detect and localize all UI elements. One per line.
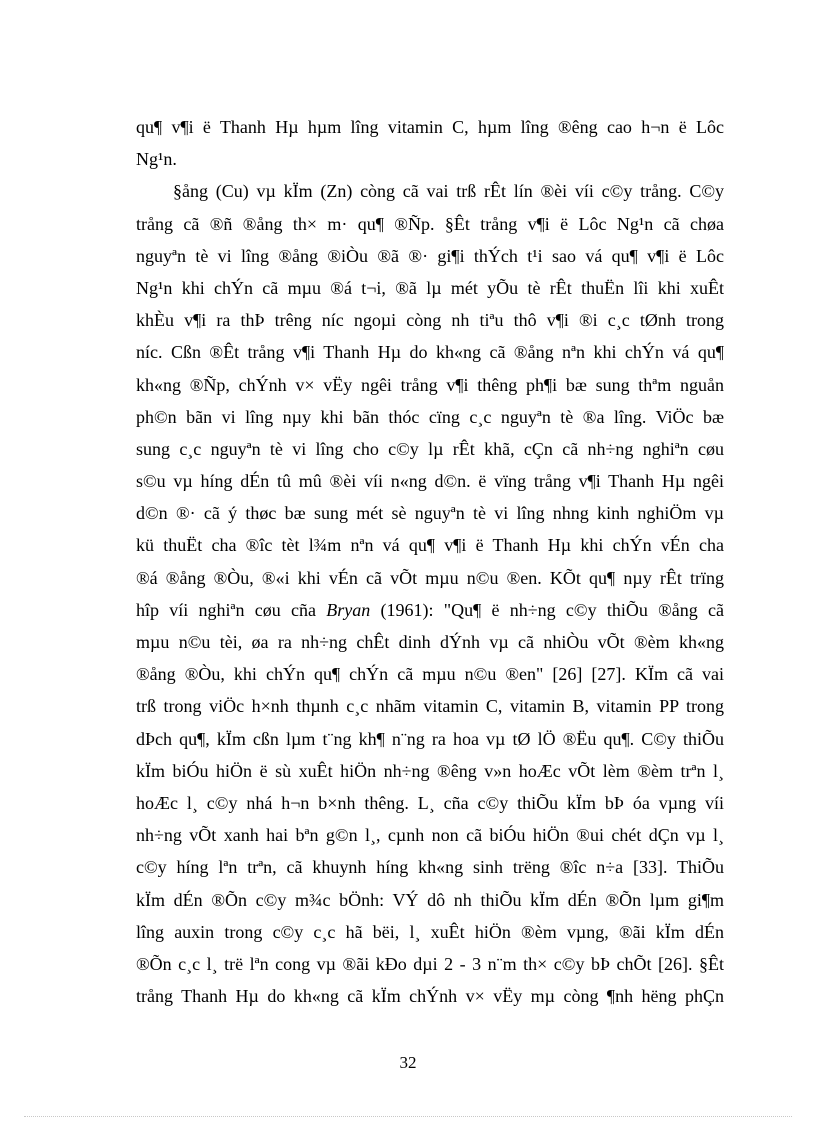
text-line: mµu n©u tèi, øa ra nh÷ng chÊt dinh dÝnh vµ cã nhiÒu vÕt ®èm kh«ng <box>136 632 724 652</box>
text-line: nguyªn tè vi lîng ®ång ®iÒu ®ã ®· gi¶i thÝch t¹i sao vá qu¶ v¶i ë Lôc <box>136 245 724 266</box>
text-line: hîp víi nghiªn cøu cña Bryan (1961): "Qu¶ ë nh÷ng c©y thiÕu ®ång cã <box>136 599 724 620</box>
body-text <box>136 111 724 1012</box>
text-line: khÈu v¶i ra thÞ trêng níc ngoµi còng nh tiªu thô v¶i ®i c¸c tØnh trong <box>136 310 724 331</box>
text-line: d©n ®· cã ý thøc bæ sung mét sè nguyªn tè vi lîng nhng kinh nghiÖm vµ <box>136 503 724 524</box>
text-line: lîng auxin trong c©y c¸c hã bëi, l¸ xuÊt hiÖn ®èm vµng, ®ãi kÏm dÉn <box>136 921 724 942</box>
text-line: Ng¹n. <box>136 149 177 170</box>
text-line: sung c¸c nguyªn tè vi lîng cho c©y lµ rÊt khã, cÇn cã nh÷ng nghiªn cøu <box>136 438 724 459</box>
text-line: nh÷ng vÕt xanh hai bªn g©n l¸, cµnh non cã biÓu hiÖn ®ui chét dÇn vµ l¸ <box>136 825 724 846</box>
text-line: hoÆc l¸ c©y nhá h¬n b×nh thêng. L¸ cña c©y thiÕu kÏm bÞ óa vµng víi <box>136 792 724 813</box>
text-line: dÞch qu¶, kÏm cßn lµm t¨ng kh¶ n¨ng ra hoa vµ tØ lÖ ®Ëu qu¶. C©y thiÕu <box>136 728 724 749</box>
text-line: §ång (Cu) vµ kÏm (Zn) còng cã vai trß rÊt lín ®èi víi c©y trång. C©y <box>173 181 724 202</box>
text-line: ph©n bãn vi lîng nµy khi bãn thóc cïng c¸c nguyªn tè ®a lîng. ViÖc bæ <box>136 406 724 427</box>
page-number: 32 <box>399 1053 417 1072</box>
text-line: c©y híng lªn trªn, cã khuynh híng kh«ng sinh trëng ®îc n÷a [33]. ThiÕu <box>136 857 724 878</box>
text-line: ®á ®ång ®Òu, ®«i khi vÉn cã vÕt mµu n©u ®en. KÕt qu¶ nµy rÊt trïng <box>136 567 724 588</box>
page-bottom-rule <box>24 1116 792 1117</box>
italic-citation: Bryan <box>326 599 371 620</box>
text-line: trß trong viÖc h×nh thµnh c¸c nhãm vitamin C, vitamin B, vitamin PP trong <box>136 696 724 717</box>
text-line: ®ång ®Òu, khi chÝn qu¶ chÝn cã mµu n©u ®en" [26] [27]. KÏm cã vai <box>136 664 724 685</box>
text-line: níc. Cßn ®Êt trång v¶i Thanh Hµ do kh«ng cã ®ång nªn khi chÝn vá qu¶ <box>136 342 724 363</box>
text-line: ®Õn c¸c l¸ trë lªn cong vµ ®ãi kÐo dµi 2 - 3 n¨m th× c©y bÞ chÕt [26]. §Êt <box>136 953 724 974</box>
text-line: s©u vµ híng dÉn tû mû ®èi víi n«ng d©n. ë vïng trång v¶i Thanh Hµ ngêi <box>136 471 724 492</box>
text-line: trång Thanh Hµ do kh«ng cã kÏm chÝnh v× vËy mµ còng ¶nh hëng phÇn <box>136 986 724 1007</box>
text-line: kÏm dÉn ®Õn c©y m¾c bÖnh: VÝ dô nh thiÕu kÏm dÉn ®Õn lµm gi¶m <box>136 889 724 910</box>
text-line: kü thuËt cha ®îc tèt l¾m nªn vá qu¶ v¶i ë Thanh Hµ khi chÝn vÉn cha <box>136 535 724 556</box>
text-line: trång cã ®ñ ®ång th× m· qu¶ ®Ñp. §Êt trång v¶i ë Lôc Ng¹n cã chøa <box>136 213 724 234</box>
text-line: qu¶ v¶i ë Thanh Hµ hµm lîng vitamin C, hµm lîng ®êng cao h¬n ë Lôc <box>136 117 724 137</box>
text-line: kÏm biÓu hiÖn ë sù xuÊt hiÖn nh÷ng ®êng v»n hoÆc vÕt lèm ®èm trªn l¸ <box>136 760 724 781</box>
text-line: Ng¹n khi chÝn cã mµu ®á t¬i, ®ã lµ mét yÕu tè rÊt thuËn lîi khi xuÊt <box>136 277 724 298</box>
text-line: kh«ng ®Ñp, chÝnh v× vËy ngêi trång v¶i thêng ph¶i bæ sung thªm nguån <box>136 374 724 395</box>
